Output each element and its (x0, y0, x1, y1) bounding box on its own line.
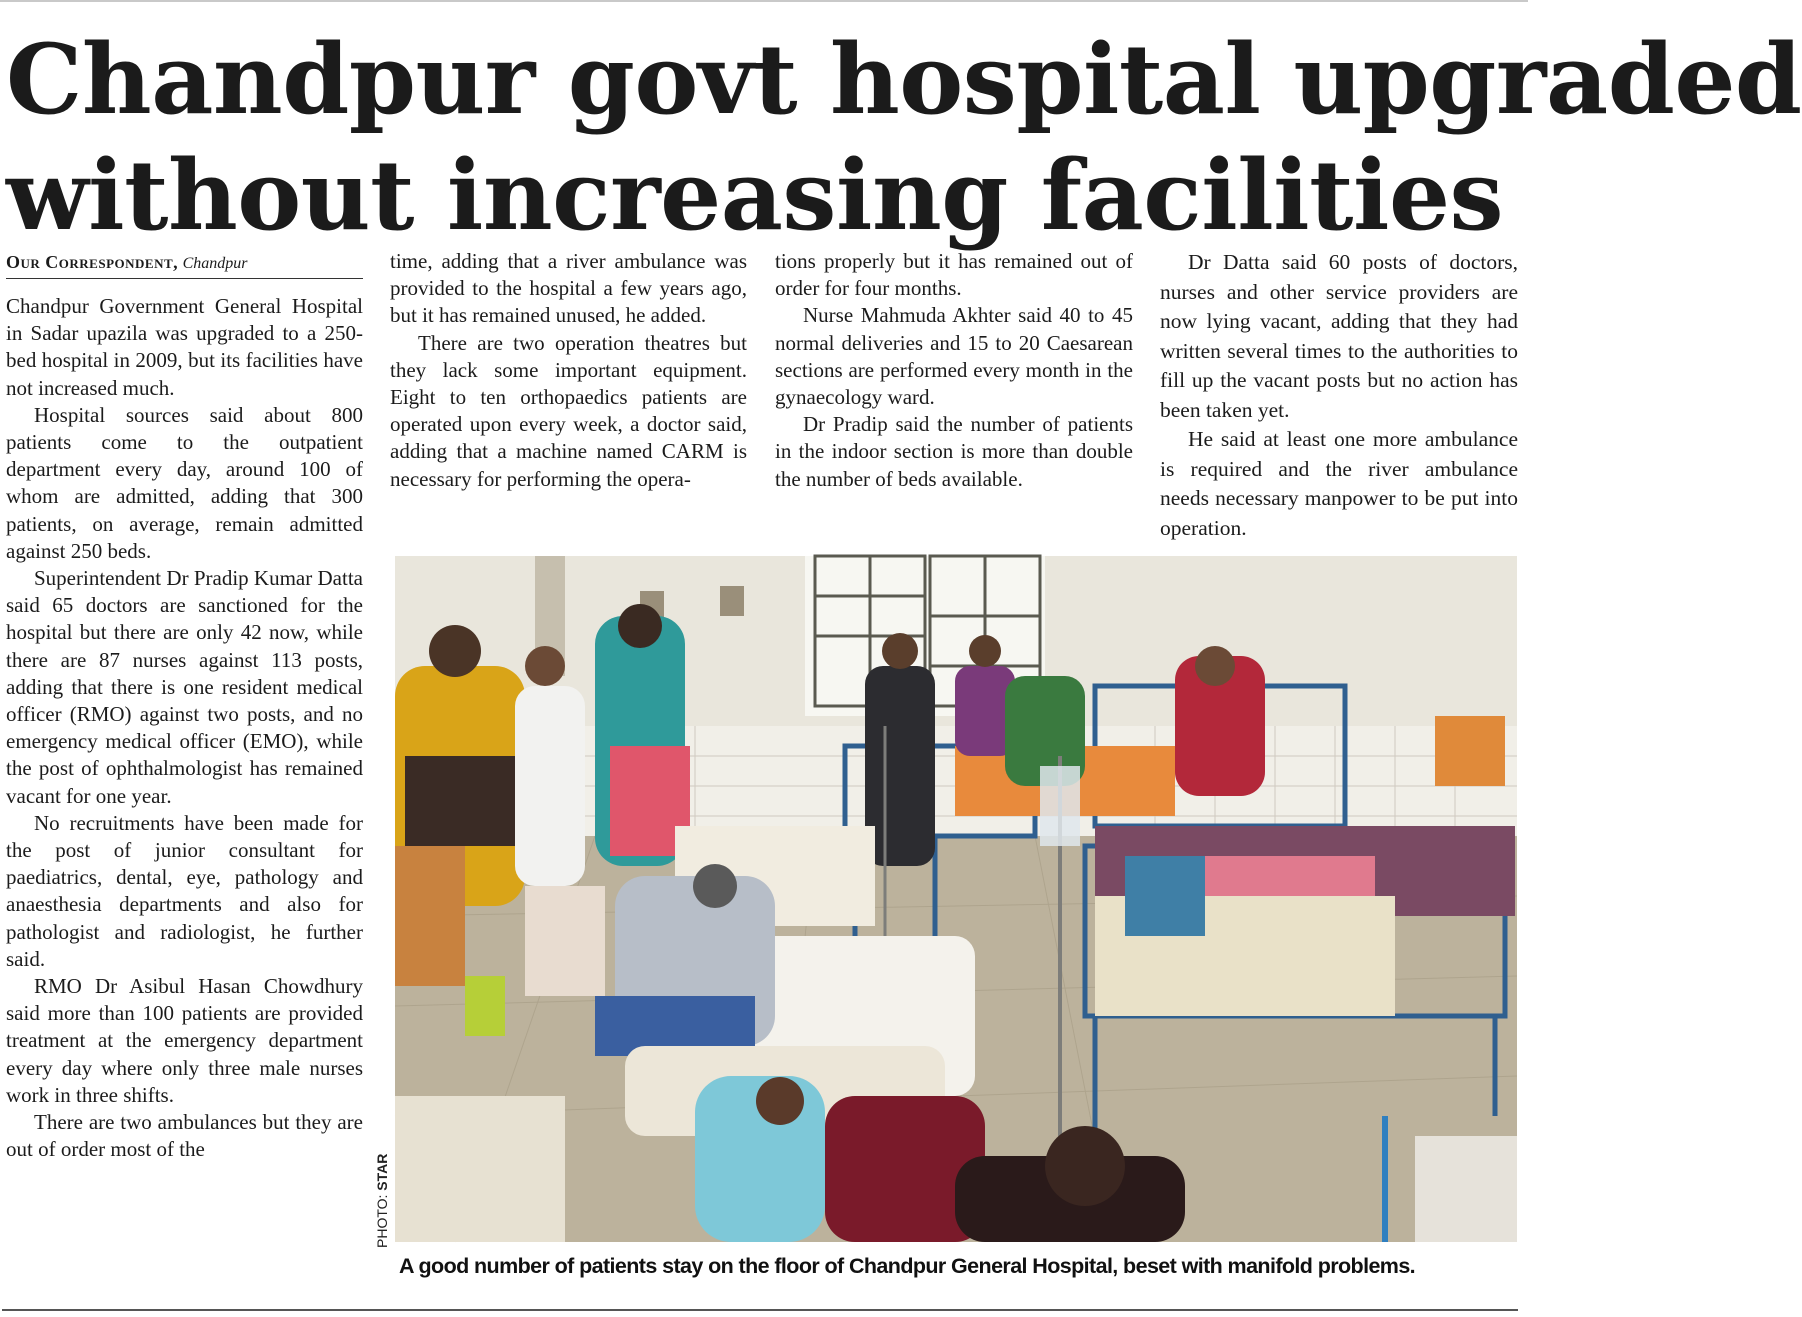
news-photo (395, 556, 1517, 1242)
headline-line-2: without increasing facilities (6, 139, 1504, 252)
paragraph: Dr Pradip said the number of patients in the indoor section is more than double the number of beds available. (775, 412, 1133, 491)
paragraph: There are two operation theatres but they lack some important equipment. Eight to ten orthopaedics patients are operated upon every week, a doctor said, adding that a machine named CARM is necessary for performing the opera- (390, 330, 747, 491)
article-column-4 (1160, 248, 1518, 543)
article-column-1 (6, 293, 363, 1164)
bottom-rule (2, 1309, 1518, 1311)
paragraph: RMO Dr Asibul Hasan Chowdhury said more than 100 patients are provided treatment at the emergency department every day where only three male nurses work in three shifts. (6, 974, 363, 1107)
paragraph: He said at least one more ambulance is required and the river ambulance needs necessary manpower to be put into operation. (1160, 427, 1518, 540)
paragraph: No recruitments have been made for the post of junior consultant for paediatrics, dental, eye, pathology and anaesthesia departments and also for pathologist and radiologist, he further said. (6, 810, 363, 971)
top-rule (0, 0, 1528, 2)
photo-credit-label: PHOTO: (374, 1194, 390, 1248)
paragraph: Dr Datta said 60 posts of doctors, nurses and other service providers are now lying vacant, adding that they had written several times to the authorities to fill up the vacant posts but no action has been taken yet. (1160, 250, 1518, 422)
paragraph: Chandpur Government General Hospital in Sadar upazila was upgraded to a 250-bed hospital in 2009, but its facilities have not increased much. (6, 294, 363, 400)
headline-line-1: Chandpur govt hospital upgraded (6, 23, 1802, 136)
photo-credit-source: STAR (374, 1153, 390, 1191)
paragraph: Nurse Mahmuda Akhter said 40 to 45 normal deliveries and 15 to 20 Caesarean sections are performed every month in the gynaecology ward. (775, 303, 1133, 410)
byline-author: Our Correspondent, (6, 252, 179, 272)
paragraph: Hospital sources said about 800 patients come to the outpatient department every day, around 100 of whom are admitted, adding that 300 patients, on average, remain admitted against 250 beds. (6, 402, 363, 563)
article-column-3 (775, 248, 1133, 493)
photo-caption: A good number of patients stay on the floor of Chandpur General Hospital, beset with manifold problems. (399, 1254, 1416, 1278)
byline-place: Chandpur (182, 255, 248, 272)
article-column-2 (390, 248, 747, 493)
paragraph: Superintendent Dr Pradip Kumar Datta said 65 doctors are sanctioned for the hospital but there are only 42 now, while there are 87 nurses against 113 posts, adding that there is one resident medical officer (RMO) against two posts, and no emergency medical officer (EMO), while the post of ophthalmologist has remained vacant for one year. (6, 566, 363, 808)
paragraph: tions properly but it has remained out of order for four months. (775, 249, 1133, 301)
photo-credit (374, 1154, 390, 1248)
headline (6, 22, 1802, 254)
paragraph: There are two ambulances but they are out of order most of the (6, 1110, 363, 1162)
byline (6, 252, 363, 279)
paragraph: time, adding that a river ambulance was provided to the hospital a few years ago, but it has remained unused, he added. (390, 249, 747, 328)
